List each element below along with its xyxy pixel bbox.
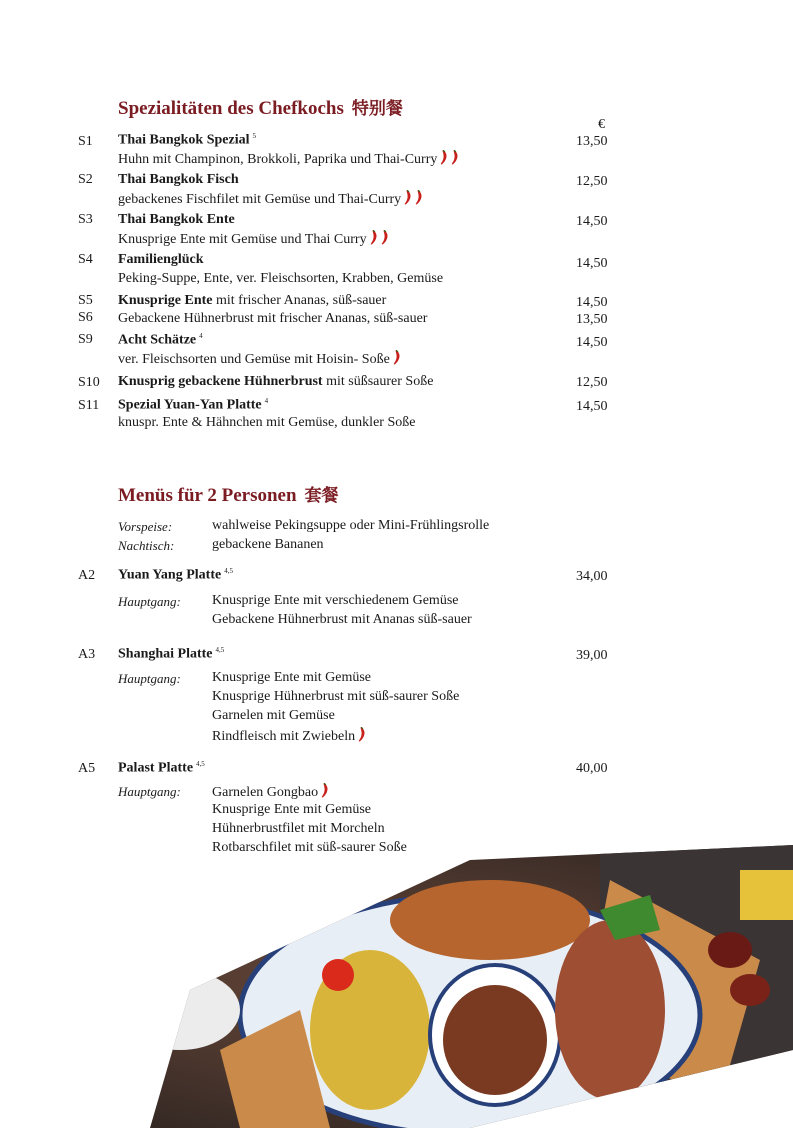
item-price: 14,50 (576, 295, 608, 310)
dish-line: Rindfleisch mit Zwiebeln (212, 727, 366, 745)
item-description: Gebackene Hühnerbrust mit frischer Ananas, süß-sauer (118, 311, 428, 326)
menu-code: A5 (78, 761, 96, 776)
main-course-label: Hauptgang: (118, 594, 181, 609)
item-price: 12,50 (576, 375, 608, 390)
item-name: Thai Bangkok Ente (118, 212, 235, 227)
main-course-label: Hauptgang: (118, 784, 181, 799)
item-code: S11 (78, 398, 100, 413)
item-name: Thai Bangkok Fisch (118, 172, 239, 187)
chili-icon (358, 727, 366, 742)
item-description: Knusprige Ente mit Gemüse und Thai Curry (118, 230, 389, 248)
item-price: 13,50 (576, 312, 608, 327)
chili-icon (370, 230, 378, 245)
food-platter-image (0, 840, 793, 1128)
item-price: 14,50 (576, 399, 608, 414)
item-price: 12,50 (576, 174, 608, 189)
chili-icon (415, 190, 423, 205)
item-code: S1 (78, 134, 93, 149)
item-code: S2 (78, 172, 93, 187)
starter-value: wahlweise Pekingsuppe oder Mini-Frühlingsrolle (212, 518, 490, 533)
starter-label: Vorspeise: (118, 519, 173, 534)
menu-name: Yuan Yang Platte $^{4,5}$ (118, 567, 233, 583)
chili-icon (404, 190, 412, 205)
item-description: gebackenes Fischfilet mit Gemüse und Thai-Curry (118, 190, 423, 208)
section-title-text: Menüs für 2 Personen (118, 485, 297, 506)
dessert-label: Nachtisch: (118, 538, 175, 553)
item-description: Peking-Suppe, Ente, ver. Fleischsorten, Krabben, Gemüse (118, 271, 444, 286)
chili-icon (451, 150, 459, 165)
section-title-menus (118, 481, 339, 507)
section-title-cjk: 特别餐 (351, 99, 403, 119)
section-title-text: Spezialitäten des Chefkochs (118, 98, 344, 119)
item-name: Spezial Yuan-Yan Platte $^4$ (118, 397, 269, 413)
main-course-label: Hauptgang: (118, 671, 181, 686)
item-code: S5 (78, 293, 93, 308)
menu-price: 40,00 (576, 761, 608, 776)
item-code: S3 (78, 212, 93, 227)
dish-line: Knusprige Ente mit Gemüse (212, 670, 372, 685)
menu-price: 34,00 (576, 569, 608, 584)
chili-icon (381, 230, 389, 245)
chili-icon (321, 783, 329, 798)
item-code: S9 (78, 332, 93, 347)
item-name: Thai Bangkok Spezial $^5$ (118, 132, 256, 148)
item-price: 14,50 (576, 335, 608, 350)
dish-line: Rotbarschfilet mit süß-saurer Soße (212, 840, 407, 855)
item-name: Knusprige Ente mit frischer Ananas, süß-sauer (118, 293, 387, 308)
chili-icon (393, 350, 401, 365)
dish-line: Garnelen Gongbao (212, 783, 329, 801)
menu-code: A3 (78, 647, 96, 662)
menu-name: Shanghai Platte $^{4,5}$ (118, 646, 225, 662)
item-description: ver. Fleischsorten und Gemüse mit Hoisin- Soße (118, 350, 401, 368)
item-code: S4 (78, 252, 93, 267)
menu-price: 39,00 (576, 648, 608, 663)
dish-line: Garnelen mit Gemüse (212, 708, 335, 723)
dish-line: Gebackene Hühnerbrust mit Ananas süß-sauer (212, 612, 472, 627)
item-description: knuspr. Ente & Hähnchen mit Gemüse, dunkler Soße (118, 415, 416, 430)
item-name: Knusprig gebackene Hühnerbrust mit süßsaurer Soße (118, 374, 434, 389)
item-code: S10 (78, 375, 100, 390)
item-price: 14,50 (576, 214, 608, 229)
dish-line: Knusprige Ente mit verschiedenem Gemüse (212, 593, 459, 608)
section-title-cjk: 套餐 (304, 486, 339, 506)
currency-label: € (598, 117, 605, 132)
item-name: Familienglück (118, 252, 204, 267)
section-title-specialities (118, 94, 403, 120)
chili-icon (440, 150, 448, 165)
item-name: Acht Schätze $^4$ (118, 332, 203, 348)
menu-name: Palast Platte $^{4,5}$ (118, 760, 205, 776)
dessert-value: gebackene Bananen (212, 537, 324, 552)
item-price: 14,50 (576, 256, 608, 271)
dish-line: Knusprige Hühnerbrust mit süß-saurer Soße (212, 689, 460, 704)
menu-code: A2 (78, 568, 96, 583)
item-description: Huhn mit Champinon, Brokkoli, Paprika und Thai-Curry (118, 150, 459, 168)
item-code: S6 (78, 310, 93, 325)
dish-line: Hühnerbrustfilet mit Morcheln (212, 821, 385, 836)
dish-line: Knusprige Ente mit Gemüse (212, 802, 372, 817)
item-price: 13,50 (576, 134, 608, 149)
